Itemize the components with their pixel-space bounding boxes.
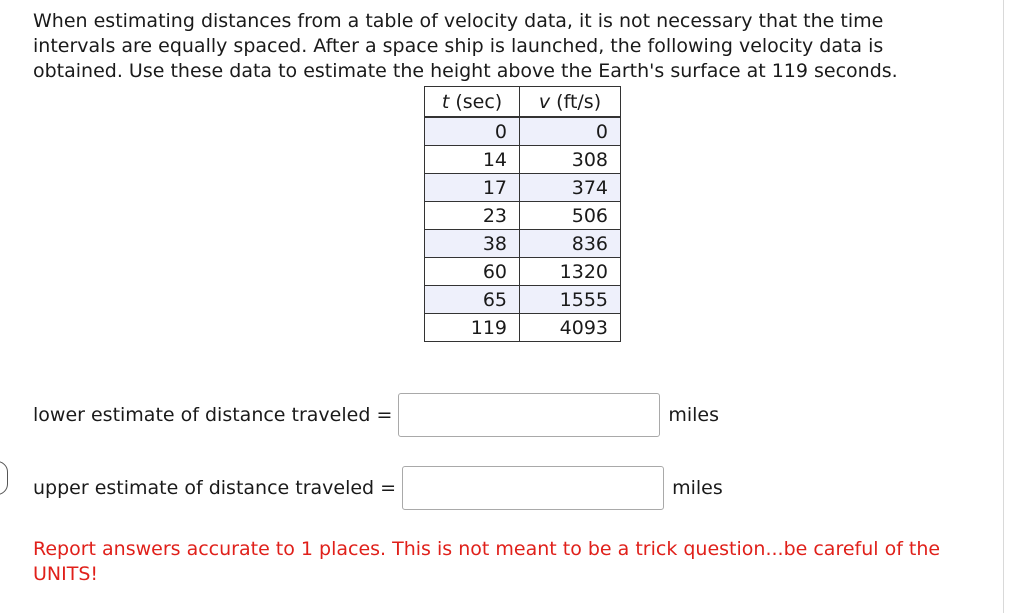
header-time-var: t: [441, 90, 450, 113]
problem-line-3: obtained. Use these data to estimate the height above the Earth's surface at 119 seconds.: [33, 60, 898, 82]
velocity-table: [424, 86, 621, 342]
table-row: [425, 286, 621, 314]
time-cell: 38: [425, 230, 520, 258]
header-velocity-unit: (ft/s): [556, 90, 602, 113]
table-header-row: [425, 87, 621, 118]
upper-estimate-unit: miles: [672, 477, 723, 499]
velocity-cell: 0: [520, 117, 621, 146]
table-row: [425, 258, 621, 286]
lower-estimate-input[interactable]: [398, 393, 660, 437]
velocity-cell: 836: [520, 230, 621, 258]
upper-estimate-label: upper estimate of distance traveled =: [33, 477, 397, 499]
table-row: [425, 117, 621, 146]
velocity-cell: 506: [520, 202, 621, 230]
side-handle[interactable]: [0, 461, 8, 495]
instructions-note: Report answers accurate to 1 places. This is not meant to be a trick question...be careful of the UNITS!: [33, 538, 941, 585]
lower-estimate-row: [33, 393, 719, 437]
time-cell: 23: [425, 202, 520, 230]
velocity-cell: 374: [520, 174, 621, 202]
problem-statement: [33, 9, 933, 84]
header-time: [425, 87, 520, 118]
table-row: [425, 174, 621, 202]
time-cell: 65: [425, 286, 520, 314]
time-cell: 17: [425, 174, 520, 202]
problem-line-1: When estimating distances from a table of velocity data, it is not necessary that the time: [33, 10, 884, 32]
time-cell: 60: [425, 258, 520, 286]
velocity-cell: 1555: [520, 286, 621, 314]
upper-estimate-input[interactable]: [402, 466, 664, 510]
header-velocity-var: v: [538, 90, 551, 113]
velocity-cell: 308: [520, 146, 621, 174]
problem-line-2: intervals are equally spaced. After a space ship is launched, the following velocity data is: [33, 35, 884, 57]
table-row: [425, 314, 621, 342]
upper-estimate-row: [33, 466, 723, 510]
header-velocity: [520, 87, 621, 118]
page-right-border: [1003, 0, 1004, 613]
time-cell: 119: [425, 314, 520, 342]
velocity-cell: 4093: [520, 314, 621, 342]
time-cell: 0: [425, 117, 520, 146]
table-row: [425, 230, 621, 258]
lower-estimate-label: lower estimate of distance traveled =: [33, 404, 393, 426]
velocity-cell: 1320: [520, 258, 621, 286]
table-row: [425, 146, 621, 174]
header-time-unit: (sec): [455, 90, 503, 113]
lower-estimate-unit: miles: [668, 404, 720, 426]
time-cell: 14: [425, 146, 520, 174]
table-row: [425, 202, 621, 230]
